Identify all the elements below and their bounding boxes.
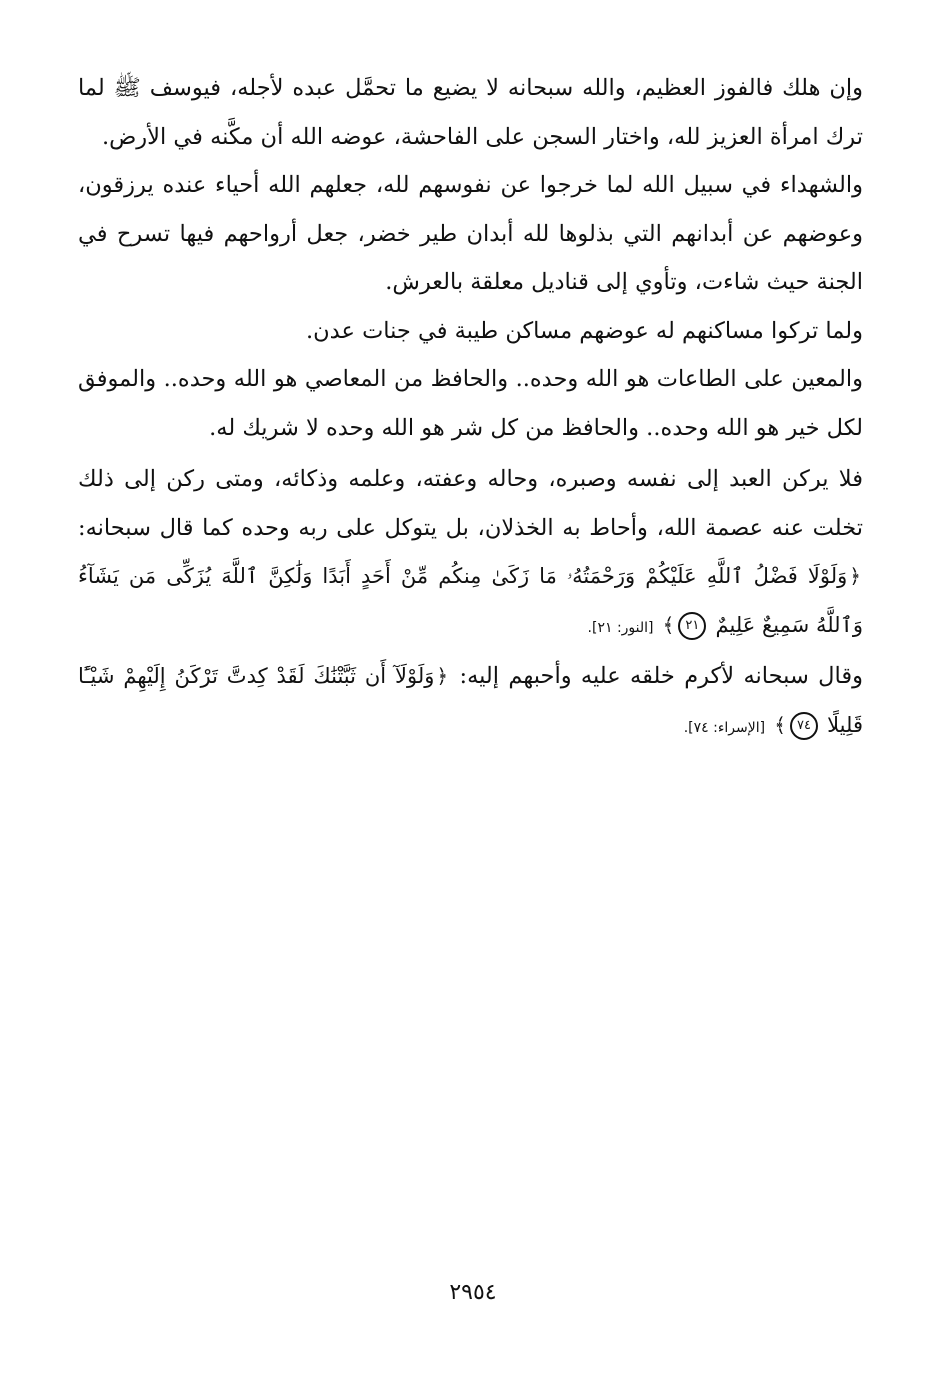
paragraph-yusuf: وإن هلك فالفوز العظيم، والله سبحانه لا يضيع ما تحمَّل عبده لأجله، فيوسف ﷺ لما ترك امرأة العزيز لله، واختار السجن على الفاحشة، عوضه الله أن مكَّنه في الأرض.: [78, 75, 863, 150]
isra-intro-text: وقال سبحانه لأكرم خلقه عليه وأحبهم إليه:: [459, 663, 863, 689]
quran-bracket-close-2: ﴾: [774, 712, 786, 737]
surah-reference: [الإسراء: ٧٤].: [683, 719, 766, 736]
paragraph-martyrs: والشهداء في سبيل الله لما خرجوا عن نفوسهم لله، جعلهم الله أحياء عنده يرزقون، وعوضهم عن أبدانهم التي بذلوها لله أبدان طير خضر، جعل أرواحهم فيها تسرح في الجنة حيث شاءت، وتأوي إلى قناديل معلقة بالعرش.: [78, 172, 863, 295]
quran-verse-nur: وَلَوْلَا فَضْلُ ٱللَّهِ عَلَيْكُمْ وَرَحْمَتُهُۥ مَا زَكَىٰ مِنكُم مِّنْ أَحَدٍ أَبَدًا وَلَٰكِنَّ ٱللَّهَ يُزَكِّى مَن يَشَآءُ وَٱللَّهُ سَمِيعٌ عَلِيمٌ: [78, 564, 863, 637]
paragraph-isra: [78, 652, 863, 752]
quran-verse-isra: وَلَوْلَآ أَن ثَبَّتْنَٰكَ لَقَدْ كِدتَّ تَرْكَنُ إِلَيْهِمْ شَيْـًٔا قَلِيلًا: [78, 664, 863, 737]
quran-bracket-open-2: ﴿: [436, 664, 449, 688]
ayah-number-badge: ٢١: [678, 612, 706, 640]
surah-reference: [النور: ٢١].: [587, 619, 654, 636]
page-number: ٢٩٥٤: [449, 1280, 497, 1305]
ayah-number-badge: ٧٤: [790, 712, 818, 740]
quran-bracket-close-1: ﴾: [662, 612, 675, 637]
paragraph-reliance: [78, 455, 863, 652]
page-body: [78, 64, 863, 752]
paragraph-dwellings: ولما تركوا مساكنهم له عوضهم مساكن طيبة في جنات عدن.: [306, 317, 863, 344]
paragraph-helper: والمعين على الطاعات هو الله وحده.. والحافظ من المعاصي هو الله وحده.. والموفق لكل خير هو الله وحده.. والحافظ من كل شر هو الله وحده لا شريك له.: [78, 366, 863, 441]
quran-bracket-open-1: ﴿: [849, 564, 861, 588]
reliance-text: فلا يركن العبد إلى نفسه وصبره، وحاله وعفته، وعلمه وذكائه، ومتى ركن إلى ذلك تخلت عنه عصمة الله، وأحاط به الخذلان، بل يتوكل على ربه وحده كما قال سبحانه:: [78, 466, 863, 541]
